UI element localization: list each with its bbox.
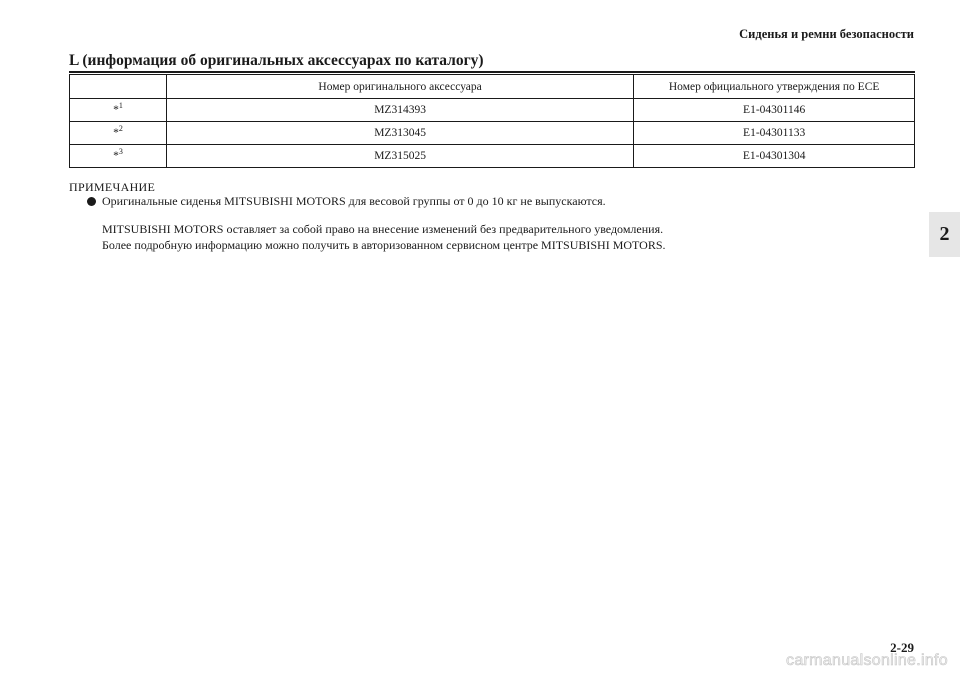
part-number-cell: MZ314393 <box>166 99 633 122</box>
row-mark <box>70 122 167 145</box>
column-header-part-number: Номер оригинального аксессуара <box>166 75 633 99</box>
section-title: L (информация об оригинальных аксессуарах по каталогу) <box>69 52 484 69</box>
column-header-ece-number: Номер официального утверждения по ECE <box>634 75 915 99</box>
page-number: 2-29 <box>890 640 914 655</box>
ece-number-cell: E1-04301133 <box>634 122 915 145</box>
note-label: ПРИМЕЧАНИЕ <box>69 180 156 194</box>
note-bullet-text: Оригинальные сиденья MITSUBISHI MOTORS для весовой группы от 0 до 10 кг не выпускаются. <box>102 194 606 208</box>
ece-number-cell: E1-04301304 <box>634 145 915 168</box>
row-mark <box>70 99 167 122</box>
asterisk: * <box>113 104 119 116</box>
watermark: carmanualsonline.info <box>786 652 948 669</box>
column-header-mark <box>70 75 167 99</box>
table-header-row <box>70 75 915 99</box>
bullet-icon <box>87 197 96 206</box>
chapter-tab: 2 <box>929 212 960 257</box>
footnote-number: 1 <box>118 101 123 111</box>
accessory-table <box>69 74 915 168</box>
note-paragraph-changes: MITSUBISHI MOTORS оставляет за собой право на внесение изменений без предварительного уведомления. <box>102 222 664 236</box>
note-paragraph-service: Более подробную информацию можно получить в авторизованном сервисном центре MITSUBISHI MOTORS. <box>102 238 666 252</box>
part-number-cell: MZ315025 <box>166 145 633 168</box>
footnote-number: 3 <box>118 147 123 157</box>
title-divider <box>69 71 915 73</box>
note-bullet-item <box>87 194 606 209</box>
table-row <box>70 99 915 122</box>
ece-number-cell: E1-04301146 <box>634 99 915 122</box>
running-header-title: Сиденья и ремни безопасности <box>739 27 914 41</box>
footnote-number: 2 <box>118 124 123 134</box>
part-number-cell: MZ313045 <box>166 122 633 145</box>
table-row <box>70 122 915 145</box>
asterisk: * <box>113 127 119 139</box>
row-mark <box>70 145 167 168</box>
table-row <box>70 145 915 168</box>
asterisk: * <box>113 150 119 162</box>
